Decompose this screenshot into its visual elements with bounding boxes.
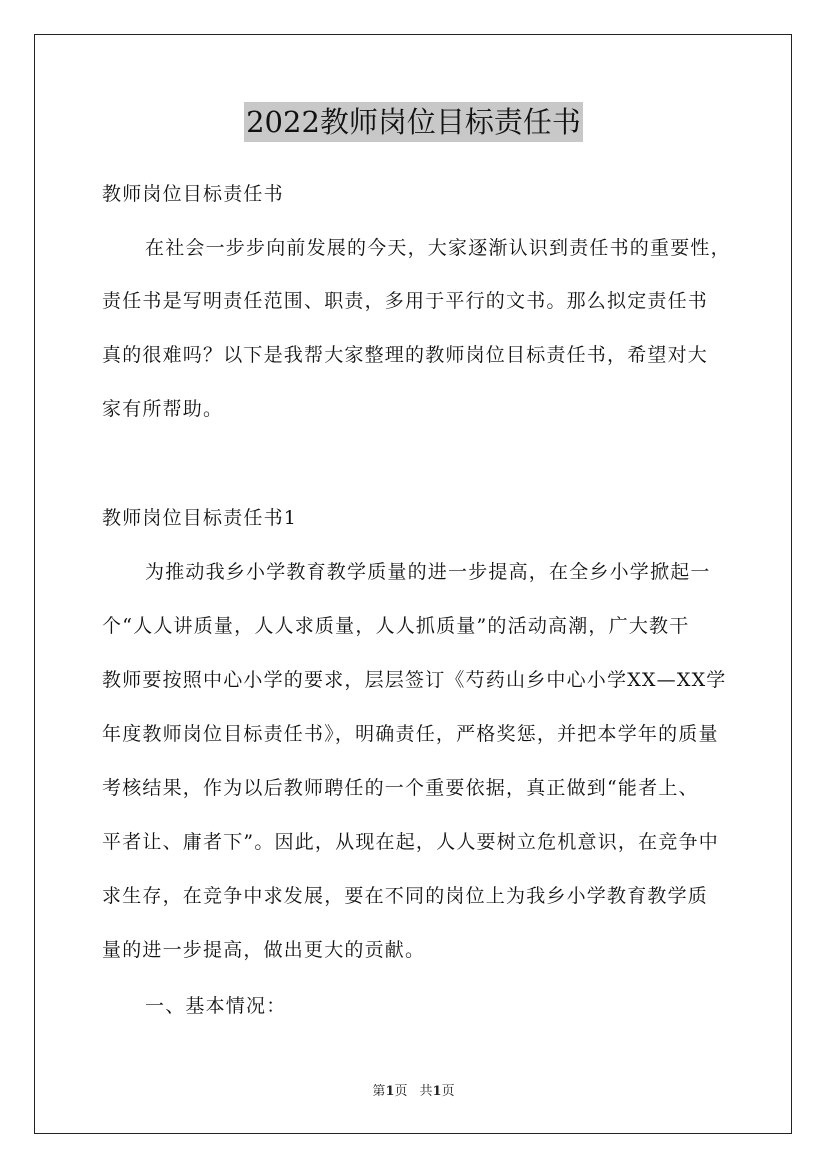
footer-page-current: 1 — [385, 1084, 395, 1099]
title-wrap — [0, 102, 827, 142]
section1-line-3: 教师要按照中心小学的要求，层层签订《芍药山乡中心小学XX—XX学 — [102, 669, 727, 691]
intro-line-2: 责任书是写明责任范围、职责，多用于平行的文书。那么拟定责任书 — [102, 290, 709, 312]
section1-line-7: 求生存，在竞争中求发展，要在不同的岗位上为我乡小学教育教学质 — [102, 885, 709, 907]
section1-heading: 教师岗位目标责任书1 — [102, 507, 298, 529]
footer-page-suffix: 页 — [394, 1084, 408, 1099]
page-footer — [0, 1084, 827, 1100]
footer-total-prefix: 共 — [419, 1084, 433, 1099]
intro-line-4: 家有所帮助。 — [102, 398, 224, 420]
list-item-basic-info: 一、基本情况： — [145, 995, 287, 1017]
section1-line-5: 考核结果，作为以后教师聘任的一个重要依据，真正做到“能者上、 — [102, 777, 699, 799]
section1-line-6: 平者让、庸者下”。因此，从现在起，人人要树立危机意识，在竞争中 — [102, 831, 719, 853]
section1-line-4: 年度教师岗位目标责任书》，明确责任，严格奖惩，并把本学年的质量 — [102, 723, 719, 745]
footer-page-prefix: 第 — [372, 1084, 386, 1099]
document-subtitle: 教师岗位目标责任书 — [102, 183, 284, 205]
section1-line-1: 为推动我乡小学教育教学质量的进一步提高，在全乡小学掀起一 — [145, 561, 711, 583]
document-title: 2022教师岗位目标责任书 — [244, 102, 583, 142]
intro-line-1: 在社会一步步向前发展的今天，大家逐渐认识到责任书的重要性， — [145, 237, 731, 259]
section1-line-2: 个“人人讲质量，人人求质量，人人抓质量”的活动高潮，广大教干 — [102, 615, 690, 637]
footer-total-suffix: 页 — [441, 1084, 455, 1099]
section1-line-8: 量的进一步提高，做出更大的贡献。 — [102, 939, 426, 961]
intro-line-3: 真的很难吗？以下是我帮大家整理的教师岗位目标责任书，希望对大 — [102, 344, 709, 366]
footer-page-total: 1 — [432, 1084, 442, 1099]
